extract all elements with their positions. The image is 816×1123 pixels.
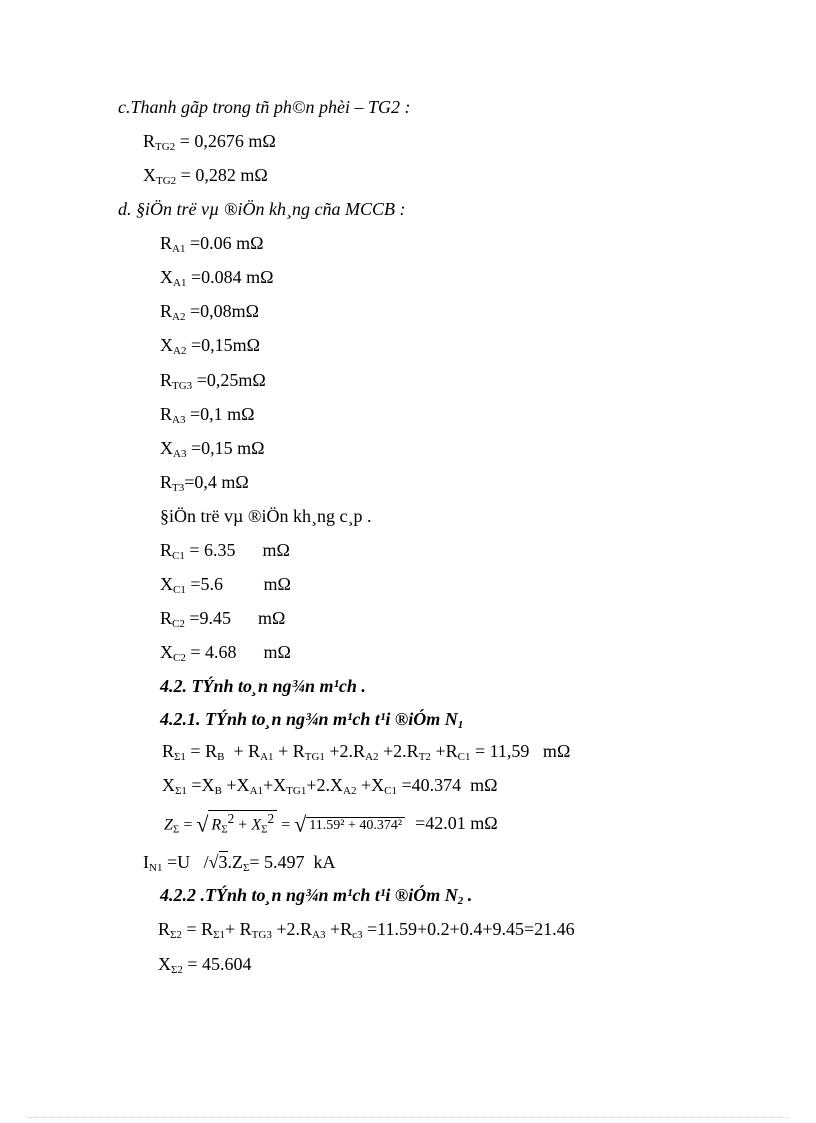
value: =9.45 mΩ (184, 608, 286, 628)
param-rtg3 (160, 369, 266, 391)
symbol: R (160, 608, 173, 628)
symbol: R (160, 301, 173, 321)
subscript: B (214, 785, 222, 797)
term: = R (185, 741, 218, 761)
x-term: X (251, 816, 262, 834)
subscript: Σ1 (174, 751, 186, 763)
param-rt3 (160, 471, 249, 493)
term: +2.X (306, 775, 343, 795)
symbol: R (160, 233, 173, 253)
radicand-numeric: 11.59² + 40.374² (306, 817, 405, 834)
equation-x-sum-2 (158, 953, 252, 975)
cable-heading: §iÖn trë vµ ®iÖn kh¸ng c¸p . (160, 506, 372, 526)
symbol: X (143, 165, 156, 185)
result: = 5.497 kA (249, 852, 336, 872)
equation-r-sum-1 (162, 740, 570, 762)
symbol: R (160, 370, 173, 390)
param-rc2 (160, 607, 285, 629)
equals: = (277, 816, 295, 834)
term: + R (273, 741, 305, 761)
term: +2.R (378, 741, 419, 761)
subscript: TG2 (155, 141, 176, 153)
subscript: A3 (312, 929, 326, 941)
param-rc1 (160, 539, 290, 561)
subscript: Σ2 (171, 964, 183, 976)
value: = 6.35 mΩ (184, 540, 290, 560)
section-4-2-1 (160, 708, 463, 730)
param-ra2 (160, 300, 259, 322)
term: =X (186, 775, 215, 795)
term: =U / (162, 852, 209, 872)
subscript: A1 (172, 243, 186, 255)
subscript: C1 (172, 550, 185, 562)
symbol: I (143, 852, 149, 872)
equation-current-n1 (143, 851, 336, 873)
symbol: R (160, 404, 173, 424)
symbol: X (160, 642, 173, 662)
term: .Z (227, 852, 243, 872)
subscript: A1 (249, 785, 264, 797)
term: +X (221, 775, 250, 795)
sqrt-three: 3 (218, 852, 228, 872)
subscript: A2 (343, 785, 357, 797)
subscript: C1 (384, 785, 397, 797)
subscript: A1 (260, 751, 274, 763)
subscript: 1 (457, 719, 464, 731)
value: = 0,282 mΩ (176, 165, 268, 185)
subscript: TG1 (304, 751, 325, 763)
symbol: X (160, 267, 173, 287)
term: +2.R (324, 741, 366, 761)
value: =0,15mΩ (186, 335, 260, 355)
equation-z-sum (164, 810, 498, 837)
term: +R (430, 741, 458, 761)
subscript: Σ (172, 823, 180, 836)
symbol: R (158, 919, 171, 939)
subscript: Σ (221, 823, 228, 836)
term: +X (263, 775, 287, 795)
subscript: C2 (172, 618, 185, 630)
symbol: R (160, 540, 173, 560)
symbol: R (162, 741, 175, 761)
value: =0.06 mΩ (185, 233, 264, 253)
subscript: TG3 (172, 380, 193, 392)
period: . (463, 885, 473, 905)
value: =0,4 mΩ (184, 472, 249, 492)
subscript: A1 (173, 277, 187, 289)
sqrt-icon: √ (294, 811, 307, 837)
term: +2.R (271, 919, 313, 939)
subscript: Σ (261, 823, 268, 836)
subscript: C1 (457, 751, 471, 763)
sqrt-icon: √ (196, 811, 209, 837)
param-ra1 (160, 232, 264, 254)
subscript: Σ1 (213, 929, 225, 941)
subscript: TG1 (286, 785, 307, 797)
subscript: N1 (149, 862, 163, 874)
section-heading-d: d. §iÖn trë vµ ®iÖn kh¸ng cña MCCB : (118, 199, 406, 219)
subscript: TG2 (156, 175, 177, 187)
symbol: R (143, 131, 156, 151)
value: =5.6 mΩ (185, 574, 291, 594)
subscript: T2 (418, 751, 431, 763)
subscript: Σ (243, 862, 250, 874)
subscript: TG3 (251, 929, 272, 941)
equation-x-sum-1 (162, 774, 497, 796)
section-heading-c: c.Thanh gãp trong tñ ph©n phèi – TG2 : (118, 97, 411, 117)
term: + R (224, 741, 261, 761)
param-xc2 (160, 641, 291, 663)
section-4-2-1-text: 4.2.1. TÝnh to¸n ng¾n m¹ch t¹i ®iÓm N (160, 709, 458, 729)
subscript: C2 (173, 652, 186, 664)
subscript: A3 (173, 448, 187, 460)
subscript: B (217, 751, 225, 763)
section-4-2-2 (160, 884, 472, 906)
subscript: Σ1 (175, 785, 187, 797)
value: =0,15 mΩ (186, 438, 265, 458)
subscript: Σ2 (170, 929, 182, 941)
param-xtg2 (143, 164, 268, 186)
equation-r-sum-2 (158, 918, 575, 940)
param-xc1 (160, 573, 291, 595)
subscript: A2 (173, 345, 187, 357)
subscript: C1 (173, 584, 186, 596)
page-bottom-divider (28, 1117, 788, 1118)
result: =11.59+0.2+0.4+9.45=21.46 (362, 919, 575, 939)
param-rtg2 (143, 130, 276, 152)
value: =0,25mΩ (192, 370, 266, 390)
z-symbol: Z (164, 816, 173, 834)
term: + R (225, 919, 252, 939)
value: =0,08mΩ (185, 301, 259, 321)
term: +R (325, 919, 353, 939)
subscript: A3 (172, 414, 186, 426)
subscript: T3 (172, 482, 185, 494)
value: = 4.68 mΩ (185, 642, 291, 662)
radicand-symbolic: $R_\Sigma^2 + X_\Sigma^2$ (208, 810, 277, 834)
symbol: X (162, 775, 175, 795)
param-ra3 (160, 403, 255, 425)
param-xa2 (160, 334, 260, 356)
z-result: =42.01 mΩ (415, 813, 498, 834)
result: = 45.604 (182, 954, 252, 974)
sqrt-icon: √ (208, 852, 219, 872)
subscript: 2 (457, 895, 464, 907)
section-4-2: 4.2. TÝnh to¸n ng¾n m¹ch . (160, 676, 366, 696)
value: =0.084 mΩ (186, 267, 274, 287)
subscript: A2 (172, 311, 186, 323)
section-4-2-2-text: 4.2.2 .TÝnh to¸n ng¾n m¹ch t¹i ®iÓm N (160, 885, 458, 905)
result: = 11,59 mΩ (470, 741, 571, 761)
symbol: X (160, 438, 173, 458)
term: +X (356, 775, 385, 795)
param-xa3 (160, 437, 264, 459)
symbol: X (160, 335, 173, 355)
symbol: X (158, 954, 171, 974)
symbol: R (160, 472, 173, 492)
subscript: c3 (352, 929, 363, 941)
equals: = (179, 816, 197, 834)
r-term: R (211, 816, 222, 834)
symbol: X (160, 574, 173, 594)
value: = 0,2676 mΩ (175, 131, 276, 151)
term: = R (181, 919, 214, 939)
result: =40.374 mΩ (396, 775, 498, 795)
param-xa1 (160, 266, 273, 288)
value: =0,1 mΩ (185, 404, 255, 424)
subscript: A2 (365, 751, 379, 763)
